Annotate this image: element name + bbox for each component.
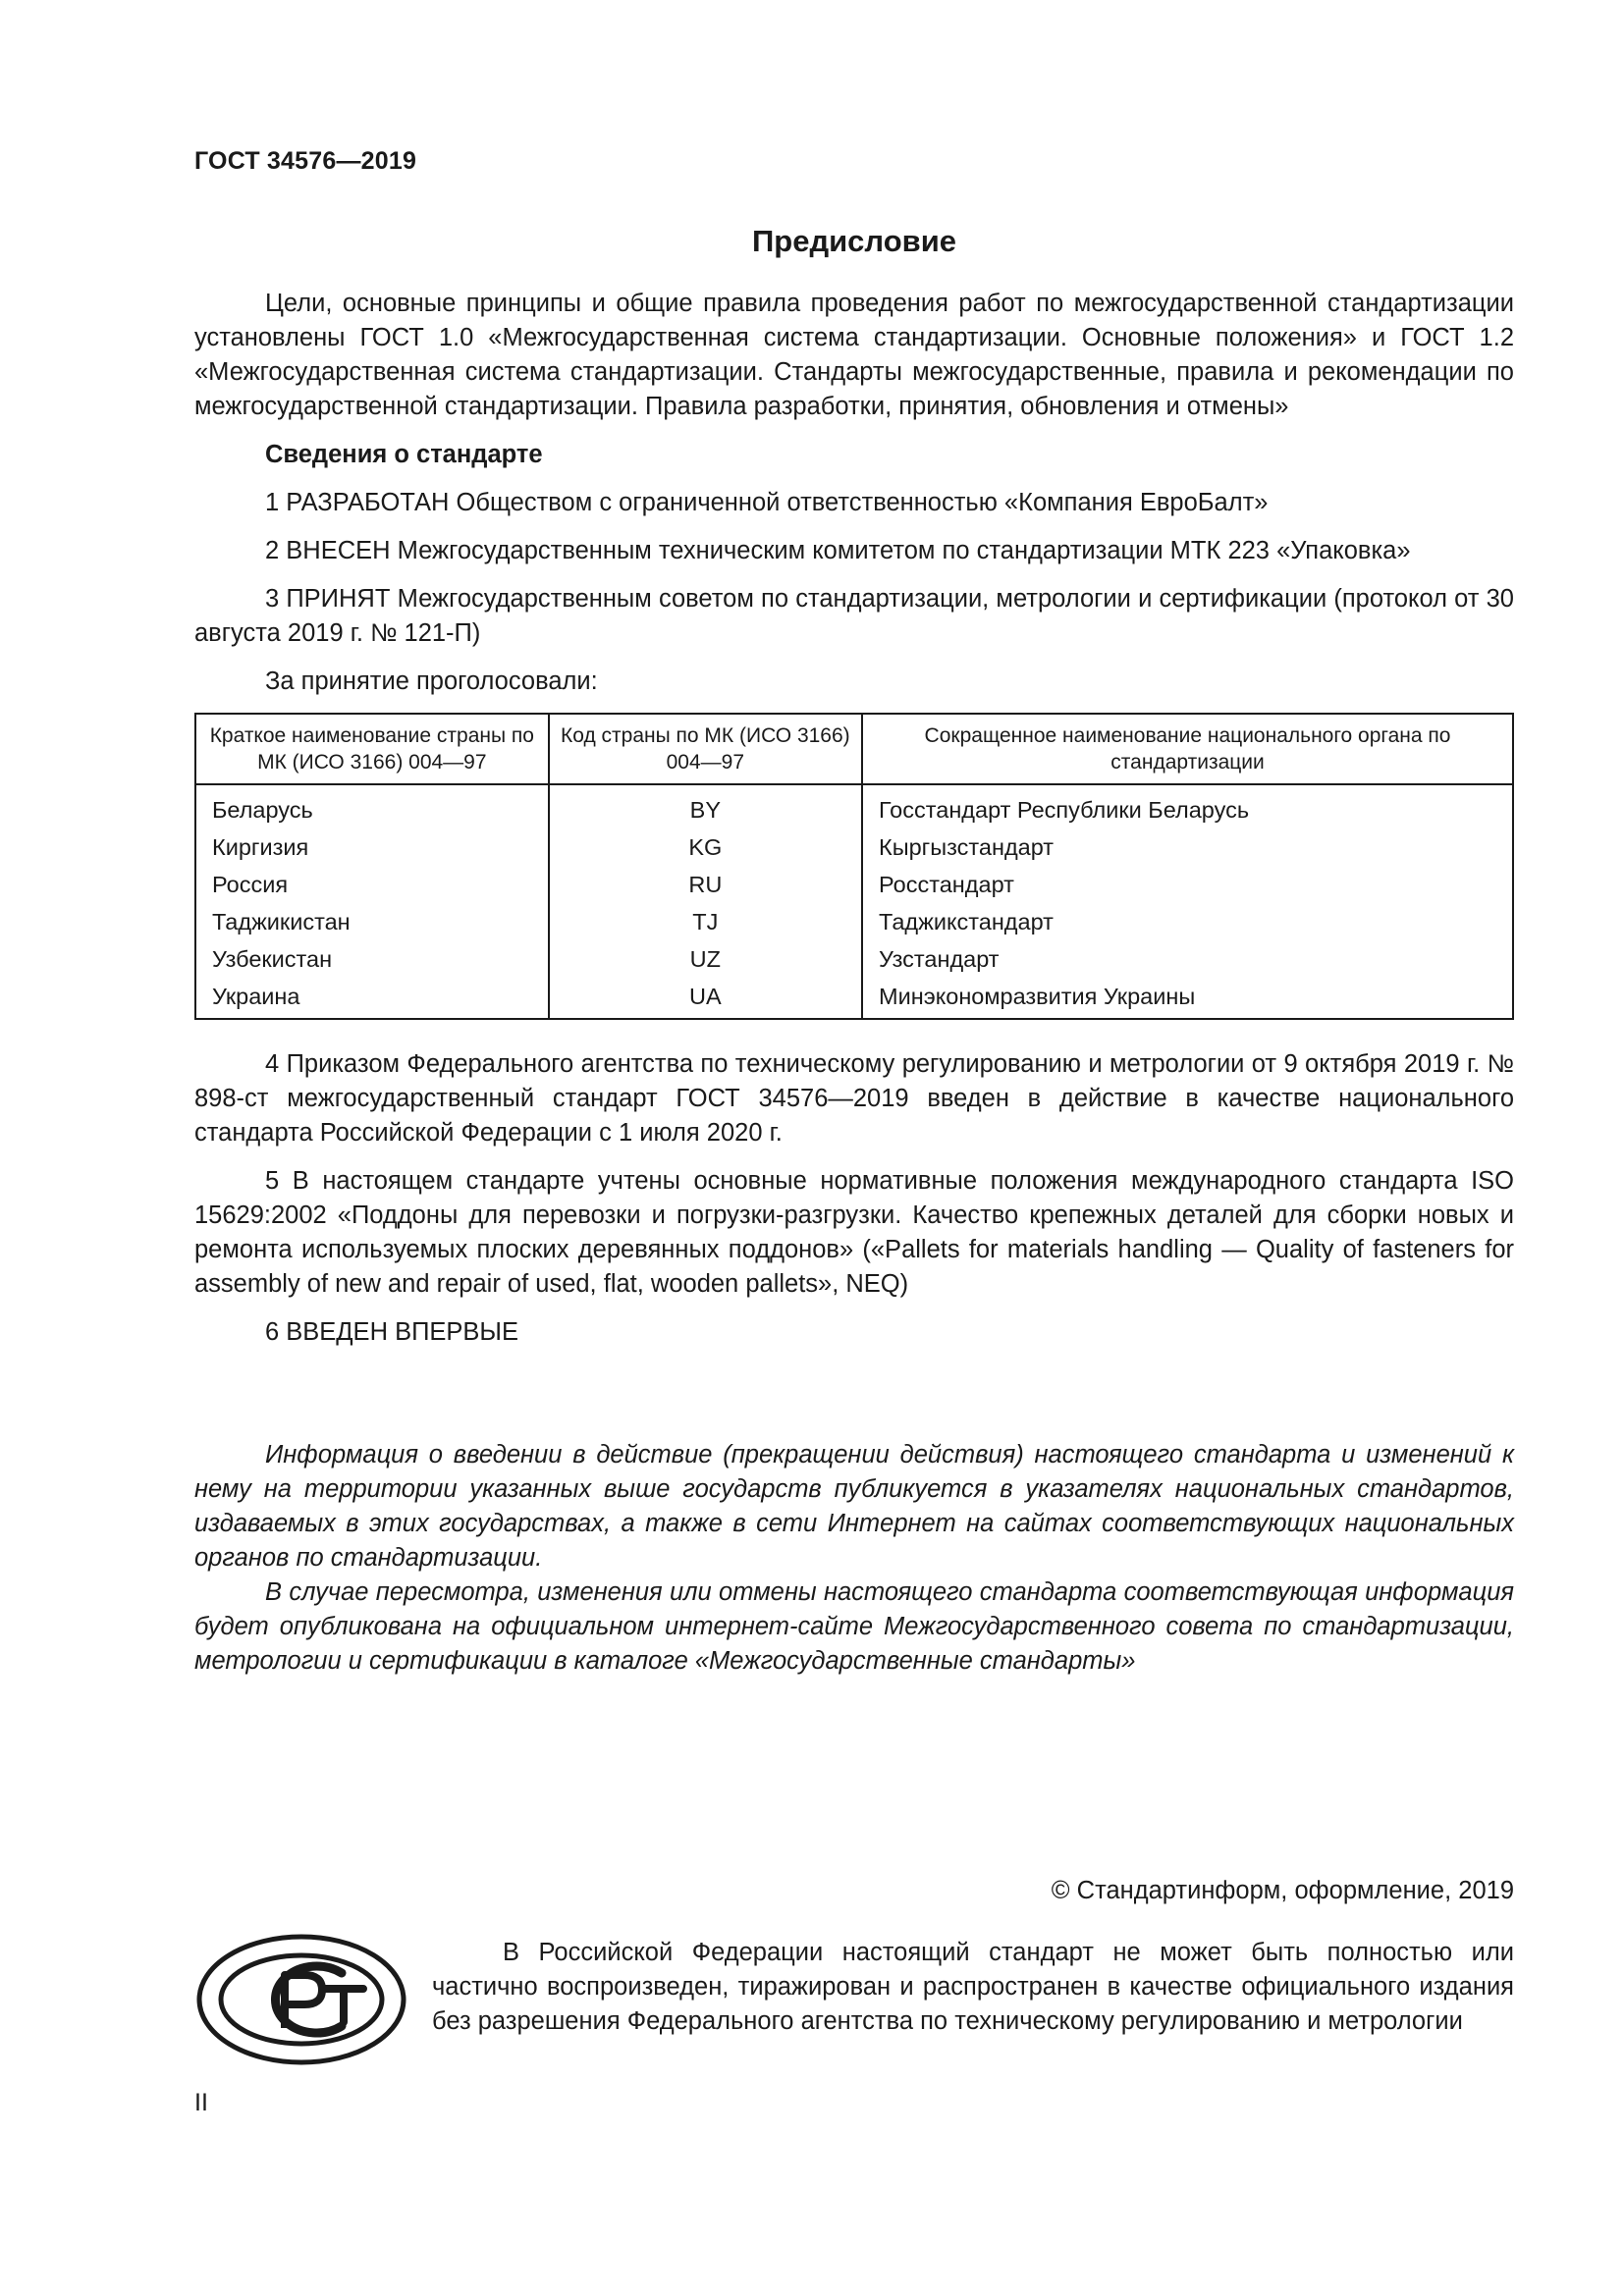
cell-code: BY: [549, 784, 862, 828]
cell-country: Киргизия: [195, 828, 549, 866]
cell-country: Украина: [195, 978, 549, 1019]
voting-table: [194, 713, 1514, 1020]
table-header-row: [195, 714, 1513, 784]
cell-country: Таджикистан: [195, 903, 549, 940]
cell-country: Россия: [195, 866, 549, 903]
table-row: [195, 940, 1513, 978]
intro-paragraph: Цели, основные принципы и общие правила проведения работ по межгосударственной стандартизации установлены ГОСТ 1.0 «Межгосударственная система стандартизации. Основные положения» и ГОСТ 1.2 «Межгосударственная система стандартизации. Стандарты межгосударственные, правила и рекомендации по межгосударственной стандартизации. Правила разработки, принятия, обновления и отмены»: [194, 290, 1514, 420]
cell-body: Таджикстандарт: [862, 903, 1513, 940]
item-introduced: 2 ВНЕСЕН Межгосударственным техническим комитетом по стандартизации МТК 223 «Упаковка»: [265, 537, 1411, 564]
column-header-country: Краткое наименование страны по МК (ИСО 3166) 004—97: [195, 714, 549, 784]
rst-seal-icon: [194, 1932, 408, 2067]
cell-code: UA: [549, 978, 862, 1019]
table-row: [195, 784, 1513, 828]
table-row: [195, 978, 1513, 1019]
table-row: [195, 866, 1513, 903]
cell-body: Росстандарт: [862, 866, 1513, 903]
notice-revision: В случае пересмотра, изменения или отмены настоящего стандарта соответствующая информация будет опубликована на официальном интернет-сайте Межгосударственного совета по стандартизации, метрологии и сертификации в каталоге «Межгосударственные стандарты»: [194, 1578, 1514, 1675]
item-adopted: 3 ПРИНЯТ Межгосударственным советом по стандартизации, метрологии и сертификации (протокол от 30 августа 2019 г. № 121-П): [194, 585, 1514, 647]
info-heading: Сведения о стандарте: [265, 441, 543, 468]
table-row: [195, 903, 1513, 940]
page-number: II: [194, 2089, 208, 2116]
item-provisions: 5 В настоящем стандарте учтены основные нормативные положения международного стандарта ISO 15629:2002 «Поддоны для перевозки и погрузки-разгрузки. Качество крепежных деталей для сборки новых и ремонта используемых плоских деревянных поддонов» («Pallets for materials handling — Quality of fasteners for assembly of new and repair of used, flat, wooden pallets», NEQ): [194, 1167, 1514, 1298]
standard-code: ГОСТ 34576—2019: [194, 147, 417, 175]
preface-content: [194, 222, 1514, 1679]
copyright-line: © Стандартинформ, оформление, 2019: [1051, 1877, 1514, 1904]
cell-body: Минэкономразвития Украины: [862, 978, 1513, 1019]
cell-code: TJ: [549, 903, 862, 940]
cell-code: KG: [549, 828, 862, 866]
cell-country: Узбекистан: [195, 940, 549, 978]
cell-body: Госстандарт Республики Беларусь: [862, 784, 1513, 828]
notice-effect: Информация о введении в действие (прекращении действия) настоящего стандарта и изменений к нему на территории указанных выше государств публикуется в указателях национальных стандартов, издаваемых в этих государствах, а также в сети Интернет на сайтах соответствующих национальных органов по стандартизации.: [194, 1441, 1514, 1572]
notices-block: [194, 1438, 1514, 1679]
column-header-code: Код страны по МК (ИСО 3166) 004—97: [549, 714, 862, 784]
voted-label: За принятие проголосовали:: [265, 667, 598, 695]
cell-body: Узстандарт: [862, 940, 1513, 978]
cell-code: RU: [549, 866, 862, 903]
table-row: [195, 828, 1513, 866]
item-first: 6 ВВЕДЕН ВПЕРВЫЕ: [265, 1318, 519, 1346]
column-header-body: Сокращенное наименование национального органа по стандартизации: [862, 714, 1513, 784]
cell-code: UZ: [549, 940, 862, 978]
item-order: 4 Приказом Федерального агентства по техническому регулированию и метрологии от 9 октября 2019 г. № 898-ст межгосударственный стандарт ГОСТ 34576—2019 введен в действие в качестве национального стандарта Российской Федерации с 1 июля 2020 г.: [194, 1050, 1514, 1147]
cell-body: Кыргызстандарт: [862, 828, 1513, 866]
legal-notice: В Российской Федерации настоящий стандарт не может быть полностью или частично воспроизведен, тиражирован и распространен в качестве официального издания без разрешения Федерального агентства по техническому регулированию и метрологии: [432, 1939, 1514, 2035]
cell-country: Беларусь: [195, 784, 549, 828]
page-title: Предисловие: [751, 224, 956, 258]
item-developed: 1 РАЗРАБОТАН Обществом с ограниченной ответственностью «Компания ЕвроБалт»: [265, 489, 1269, 516]
